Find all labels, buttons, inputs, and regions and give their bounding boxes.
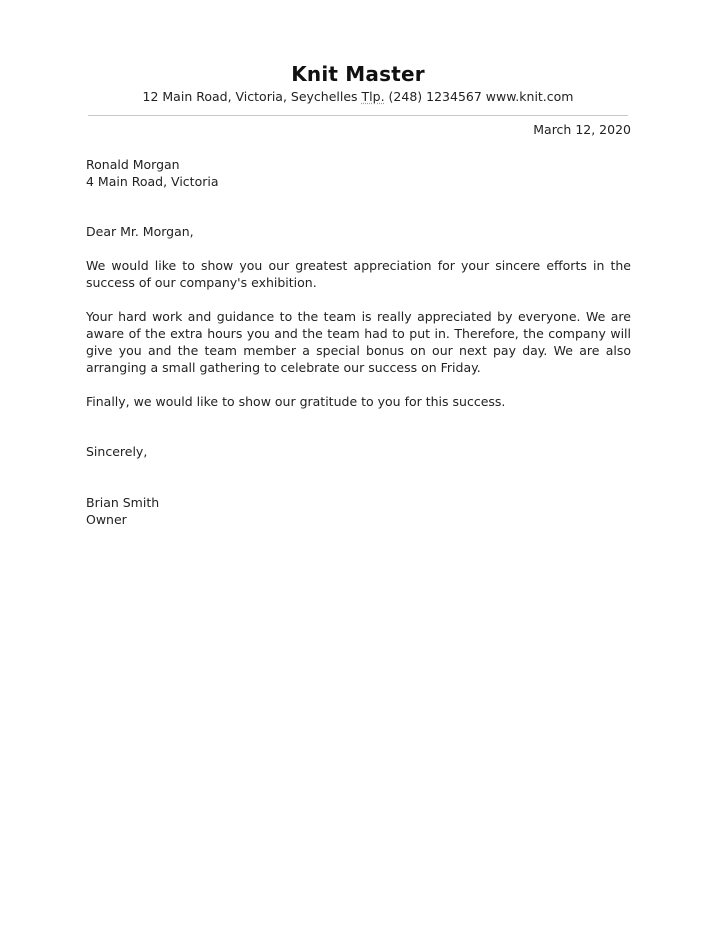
signature-block	[86, 494, 631, 528]
letter-date: March 12, 2020	[533, 122, 631, 137]
recipient-name: Ronald Morgan	[86, 157, 180, 172]
recipient-block	[86, 156, 631, 190]
letterhead-divider	[88, 115, 628, 116]
company-name: Knit Master	[291, 62, 425, 86]
address-suffix: (248) 1234567 www.knit.com	[384, 89, 574, 104]
address-prefix: 12 Main Road, Victoria, Seychelles	[142, 89, 362, 104]
company-address	[0, 89, 716, 104]
signature-name: Brian Smith	[86, 495, 160, 510]
body-paragraph-1: We would like to show you our greatest appreciation for your sincere efforts in the success of our company's exhibition.	[86, 258, 631, 290]
closing: Sincerely,	[86, 444, 148, 459]
tlp-label: Tlp.	[361, 89, 385, 104]
salutation: Dear Mr. Morgan,	[86, 224, 194, 239]
body-paragraph-3: Finally, we would like to show our gratitude to you for this success.	[86, 394, 506, 409]
body-paragraph-2: Your hard work and guidance to the team is really appreciated by everyone. We are aware of the extra hours you and the team had to put in. Therefore, the company will give you and the team member a special bonus on our next pay day. We are also arranging a small gathering to celebrate our success on Friday.	[86, 309, 631, 375]
signature-title: Owner	[86, 512, 127, 527]
recipient-address: 4 Main Road, Victoria	[86, 174, 219, 189]
